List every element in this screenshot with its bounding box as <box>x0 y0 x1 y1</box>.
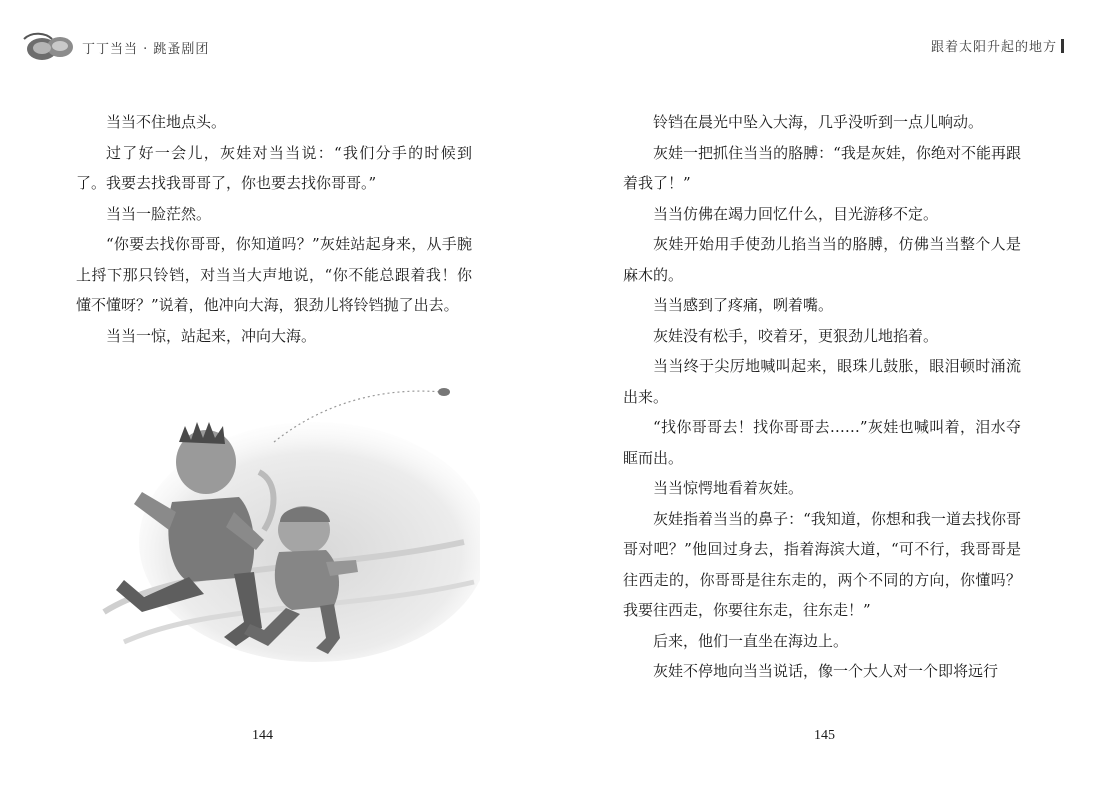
series-title: 丁丁当当 · 跳蚤剧团 <box>82 41 210 57</box>
paragraph: 灰娃不停地向当当说话，像一个大人对一个即将远行 <box>653 662 999 680</box>
paragraph: 灰娃没有松手，咬着牙，更狠劲儿地掐着。 <box>653 326 939 345</box>
page-number-right: 145 <box>814 728 835 743</box>
paragraph: 当当仿佛在竭力回忆什么，目光游移不定。 <box>653 204 939 223</box>
page-number-left: 144 <box>252 728 273 743</box>
chapter-header <box>931 36 1064 55</box>
paragraph: 铃铛在晨光中坠入大海，几乎没听到一点儿响动。 <box>653 113 984 131</box>
paragraph: 当当一惊，站起来，冲向大海。 <box>106 326 317 345</box>
right-page-text <box>623 107 1021 687</box>
paragraph: 当当惊愕地看着灰娃。 <box>653 479 804 497</box>
left-page-text <box>76 107 472 351</box>
series-header <box>22 28 209 64</box>
paragraph: 当当终于尖厉地喊叫起来，眼珠儿鼓胀，眼泪顿时涌流出来。 <box>623 357 1021 406</box>
gourd-logo-icon <box>22 29 78 63</box>
paragraph: 当当一脸茫然。 <box>106 204 212 223</box>
paragraph: 灰娃指着当当的鼻子：“我知道，你想和我一道去找你哥哥对吧？”他回过身去，指着海滨大道，“可不行，我哥哥是往西走的，你哥哥是往东走的，两个不同的方向，你懂吗？我要往西走，你要往东走，往东走！” <box>623 509 1021 619</box>
paragraph: 灰娃开始用手使劲儿掐当当的胳膊，仿佛当当整个人是麻木的。 <box>623 235 1021 284</box>
paragraph: 过了好一会儿，灰娃对当当说：“我们分手的时候到了。我要去找我哥哥了，你也要去找你哥哥。” <box>76 143 472 192</box>
paragraph: 当当不住地点头。 <box>106 113 227 131</box>
chapter-title: 跟着太阳升起的地方 <box>930 40 1057 55</box>
paragraph: 灰娃一把抓住当当的胳膊：“我是灰娃，你绝对不能再跟着我了！” <box>623 143 1021 192</box>
paragraph: “找你哥哥去！找你哥哥去……”灰娃也喊叫着，泪水夺眶而出。 <box>623 418 1021 467</box>
header-marker <box>1061 39 1064 53</box>
paragraph: 后来，他们一直坐在海边上。 <box>653 631 849 650</box>
two-boys-running-illustration <box>64 362 480 678</box>
paragraph: “你要去找你哥哥，你知道吗？”灰娃站起身来，从手腕上捋下那只铃铛，对当当大声地说，“你不能总跟着我！你懂不懂呀？”说着，他冲向大海，狠劲儿将铃铛抛了出去。 <box>76 235 472 314</box>
paragraph: 当当感到了疼痛，咧着嘴。 <box>653 296 834 314</box>
